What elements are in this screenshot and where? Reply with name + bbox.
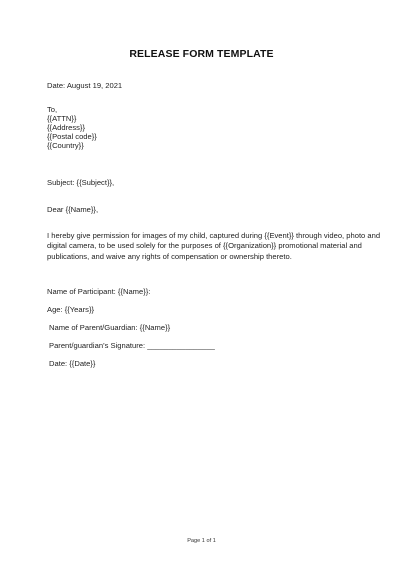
paragraph-line: I hereby give permission for images of my child, captured during {{Event}} through video, photo and xyxy=(47,231,381,240)
page-number: Page 1 of 1 xyxy=(187,538,216,544)
address-attn: {{ATTN}} xyxy=(47,114,77,123)
participant-name-field: Name of Participant: {{Name}}: xyxy=(47,287,151,296)
guardian-signature-field: Parent/guardian’s Signature: ________________ xyxy=(49,341,215,350)
recipient-to: To, xyxy=(47,105,58,114)
paragraph-line: digital camera, to be used solely for the purposes of {{Organization}} promotional material and xyxy=(47,241,362,251)
date-field: Date: {{Date}} xyxy=(49,359,96,368)
permission-paragraph xyxy=(47,231,381,262)
salutation: Dear {{Name}}, xyxy=(47,205,99,214)
address-country: {{Country}} xyxy=(47,141,84,150)
subject-line: Subject: {{Subject}}, xyxy=(47,178,115,187)
address-postal-code: {{Postal code}} xyxy=(47,132,97,141)
guardian-name-field: Name of Parent/Guardian: {{Name}} xyxy=(49,323,171,332)
date-line: Date: August 19, 2021 xyxy=(47,81,123,90)
age-field: Age: {{Years}} xyxy=(47,305,95,314)
address-street: {{Address}} xyxy=(47,123,86,132)
paragraph-line: publications, and waive any rights of compensation or ownership thereto. xyxy=(47,251,292,261)
document-title: RELEASE FORM TEMPLATE xyxy=(129,48,274,60)
